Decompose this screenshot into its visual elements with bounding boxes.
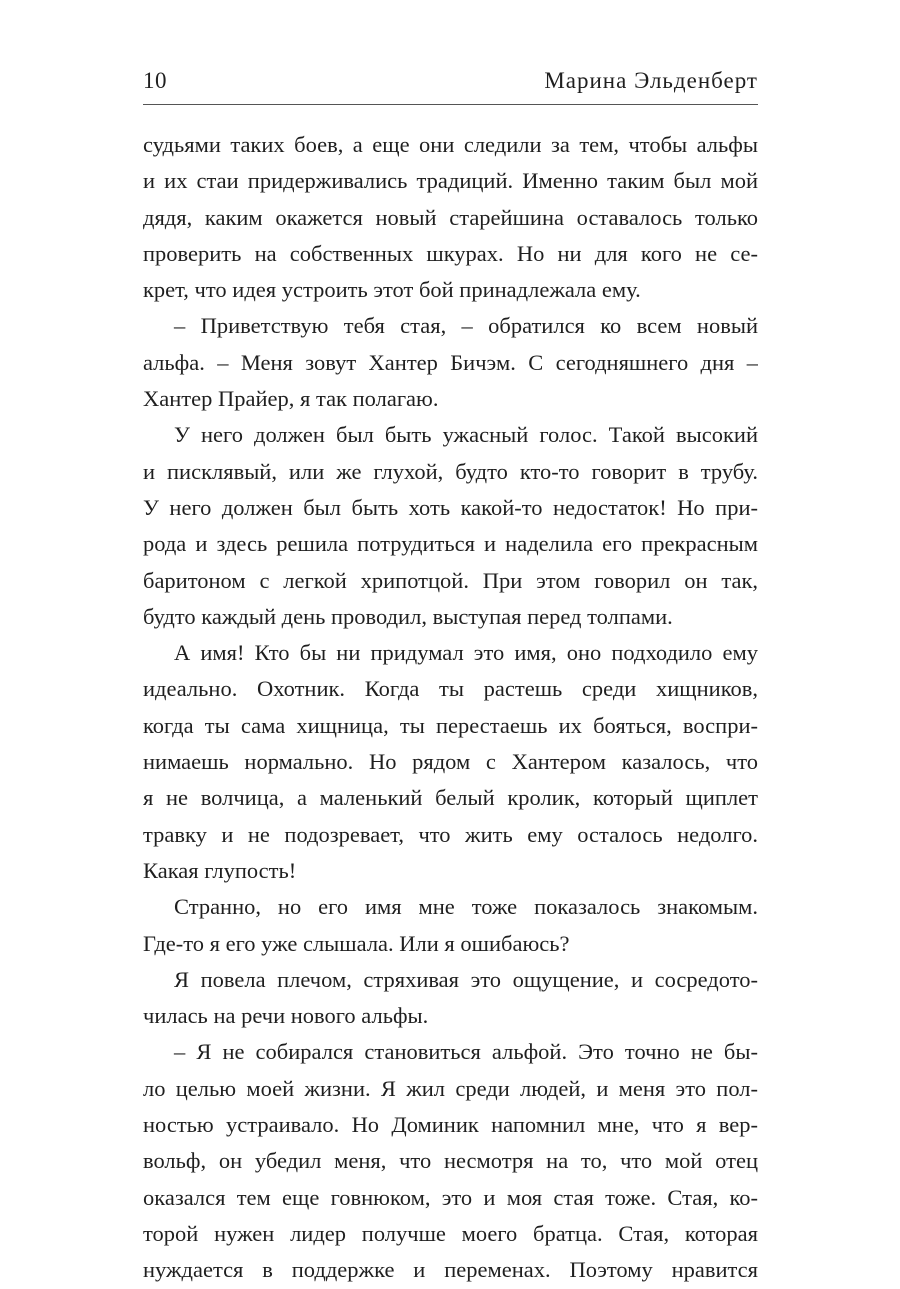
text-line: – Я не собирался становиться альфой. Это точно не бы-: [174, 1039, 758, 1065]
page-header: [143, 64, 758, 105]
text-line: ло целью моей жизни. Я жил среди людей, и меня это пол-: [143, 1075, 758, 1101]
text-line: У него должен был быть ужасный голос. Такой высокий: [174, 422, 758, 448]
text-line: проверить на собственных шкурах. Но ни для кого не се-: [143, 240, 758, 266]
text-line: Я повела плечом, стряхивая это ощущение, и сосредото-: [174, 966, 758, 992]
text-line: У него должен был быть хоть какой-то недостаток! Но при-: [143, 494, 758, 520]
text-line: чилась на речи нового альфы.: [143, 1003, 429, 1029]
text-line: вольф, он убедил меня, что несмотря на то, что мой отец: [143, 1148, 758, 1174]
text-line: Хантер Прайер, я так полагаю.: [143, 386, 439, 412]
text-line: баритоном с легкой хрипотцой. При этом говорил он так,: [143, 567, 758, 593]
text-line: ностью устраивало. Но Доминик напомнил мне, что я вер-: [143, 1112, 758, 1138]
text-line: Где-то я его уже слышала. Или я ошибаюсь?: [143, 930, 570, 956]
running-head-author: Марина Эльденберт: [544, 68, 758, 93]
text-line: оказался тем еще говнюком, это и моя стая тоже. Стая, ко-: [143, 1184, 758, 1210]
text-line: нуждается в поддержке и переменах. Поэтому нравится: [143, 1257, 758, 1283]
text-line: я не волчица, а маленький белый кролик, который щиплет: [143, 785, 758, 811]
text-line: альфа. – Меня зовут Хантер Бичэм. С сегодняшнего дня –: [143, 349, 758, 375]
text-line: нимаешь нормально. Но рядом с Хантером казалось, что: [143, 749, 758, 775]
body-text: [143, 127, 758, 1289]
text-line: – Приветствую тебя стая, – обратился ко всем новый: [174, 313, 758, 339]
text-line: когда ты сама хищница, ты перестаешь их бояться, воспри-: [143, 712, 758, 738]
text-line: и писклявый, или же глухой, будто кто-то говорит в трубу.: [143, 458, 758, 484]
text-line: торой нужен лидер получше моего братца. Стая, которая: [143, 1220, 758, 1246]
text-line: рода и здесь решила потрудиться и наделила его прекрасным: [143, 531, 758, 557]
text-line: судьями таких боев, а еще они следили за тем, чтобы альфы: [143, 132, 758, 157]
text-line: А имя! Кто бы ни придумал это имя, оно подходило ему: [174, 640, 758, 666]
text-line: крет, что идея устроить этот бой принадлежала ему.: [143, 277, 641, 303]
text-line: идеально. Охотник. Когда ты растешь среди хищников,: [143, 676, 758, 702]
text-line: травку и не подозревает, что жить ему осталось недолго.: [143, 821, 758, 847]
text-line: будто каждый день проводил, выступая перед толпами.: [143, 603, 673, 629]
text-line: Странно, но его имя мне тоже показалось знакомым.: [174, 894, 758, 920]
text-line: Какая глупость!: [143, 857, 297, 883]
text-line: дядя, каким окажется новый старейшина оставалось только: [143, 204, 758, 230]
page-number: 10: [143, 68, 167, 93]
text-line: и их стаи придерживались традиций. Именно таким был мой: [143, 168, 758, 194]
